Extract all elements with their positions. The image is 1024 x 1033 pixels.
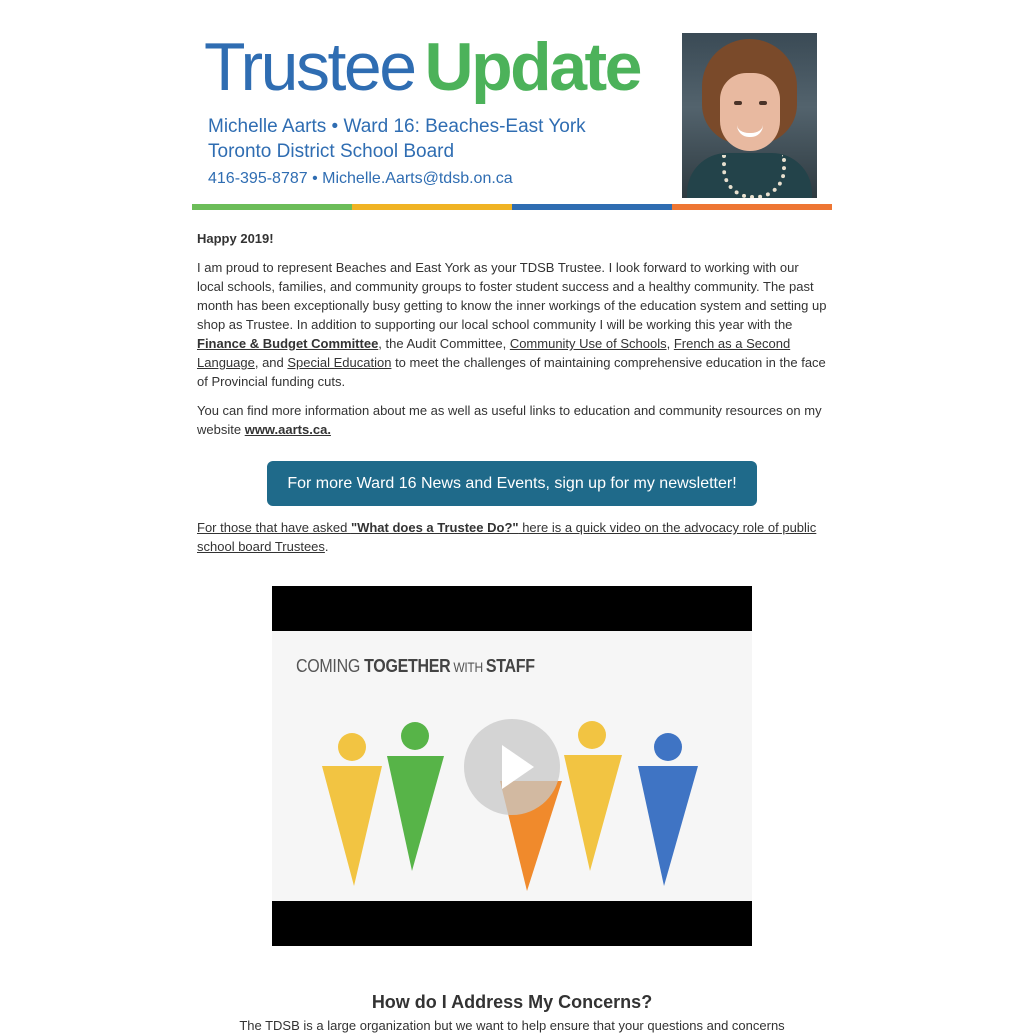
intro-paragraph: I am proud to represent Beaches and East York as your TDSB Trustee. I look forward to working with our local schools, families, and community groups to foster student success and a healthy community. The past month has been exceptionally busy getting to know the inner workings of the education system and setting up shop as Trustee. In addition to supporting our local school community I will be working this year with the Finance & Budget Committee, the Audit Committee, Community Use of Schools, French as a Second Language, and Special Education to meet the challenges of maintaining comprehensive education in the face of Provincial funding cuts. [197, 260, 827, 389]
special-education-link[interactable]: Special Education [287, 355, 392, 370]
figure-5-body [638, 766, 698, 886]
trustee-photo [682, 33, 817, 198]
greeting: Happy 2019! [197, 231, 274, 246]
figure-1-body [322, 766, 382, 886]
website-paragraph: You can find more information about me as well as useful links to education and community resources on my website www.aarts.ca. [197, 403, 822, 437]
trustee-video-link[interactable]: For those that have asked "What does a Trustee Do?" here is a quick video on the advocacy role of public school board Trustees [197, 520, 817, 554]
figure-2-body [387, 756, 444, 871]
contact-info: 416-395-8787 • Michelle.Aarts@tdsb.on.ca [208, 170, 513, 187]
figure-1-head [338, 733, 366, 761]
community-use-of-schools-link[interactable]: Community Use of Schools [509, 336, 667, 351]
trustee-video-paragraph: For those that have asked "What does a Trustee Do?" here is a quick video on the advocacy role of public school board Trustees. [197, 520, 817, 554]
figure-4-body [564, 755, 622, 871]
concerns-intro-text: The TDSB is a large organization but we want to help ensure that your questions and concerns [239, 1018, 785, 1033]
concerns-heading: How do I Address My Concerns? [371, 992, 653, 1012]
newsletter-signup-button[interactable]: For more Ward 16 News and Events, sign up for my newsletter! [267, 461, 756, 506]
figure-5-head [654, 733, 682, 761]
finance-budget-committee-link[interactable]: Finance & Budget Committee [197, 336, 379, 351]
figure-4-head [578, 721, 606, 749]
newsletter-container [192, 0, 832, 1033]
school-board-name: Toronto District School Board [208, 141, 455, 162]
video-player[interactable] [272, 586, 752, 946]
french-second-language-link[interactable]: French as a Second Language [197, 336, 791, 370]
newsletter-button-row [192, 461, 832, 506]
website-link[interactable]: www.aarts.ca. [244, 422, 331, 437]
title-trustee: Trustee [204, 29, 415, 105]
figure-2-head [401, 722, 429, 750]
title-update: Update [424, 29, 640, 105]
header-color-bar [192, 204, 832, 210]
video-frame [272, 631, 752, 901]
newsletter-title [204, 26, 640, 108]
video-caption: COMING TOGETHER WITH STAFF [296, 657, 535, 677]
newsletter-header [192, 0, 832, 212]
play-button[interactable] [464, 719, 560, 815]
trustee-name-ward: Michelle Aarts • Ward 16: Beaches-East York [208, 116, 586, 137]
